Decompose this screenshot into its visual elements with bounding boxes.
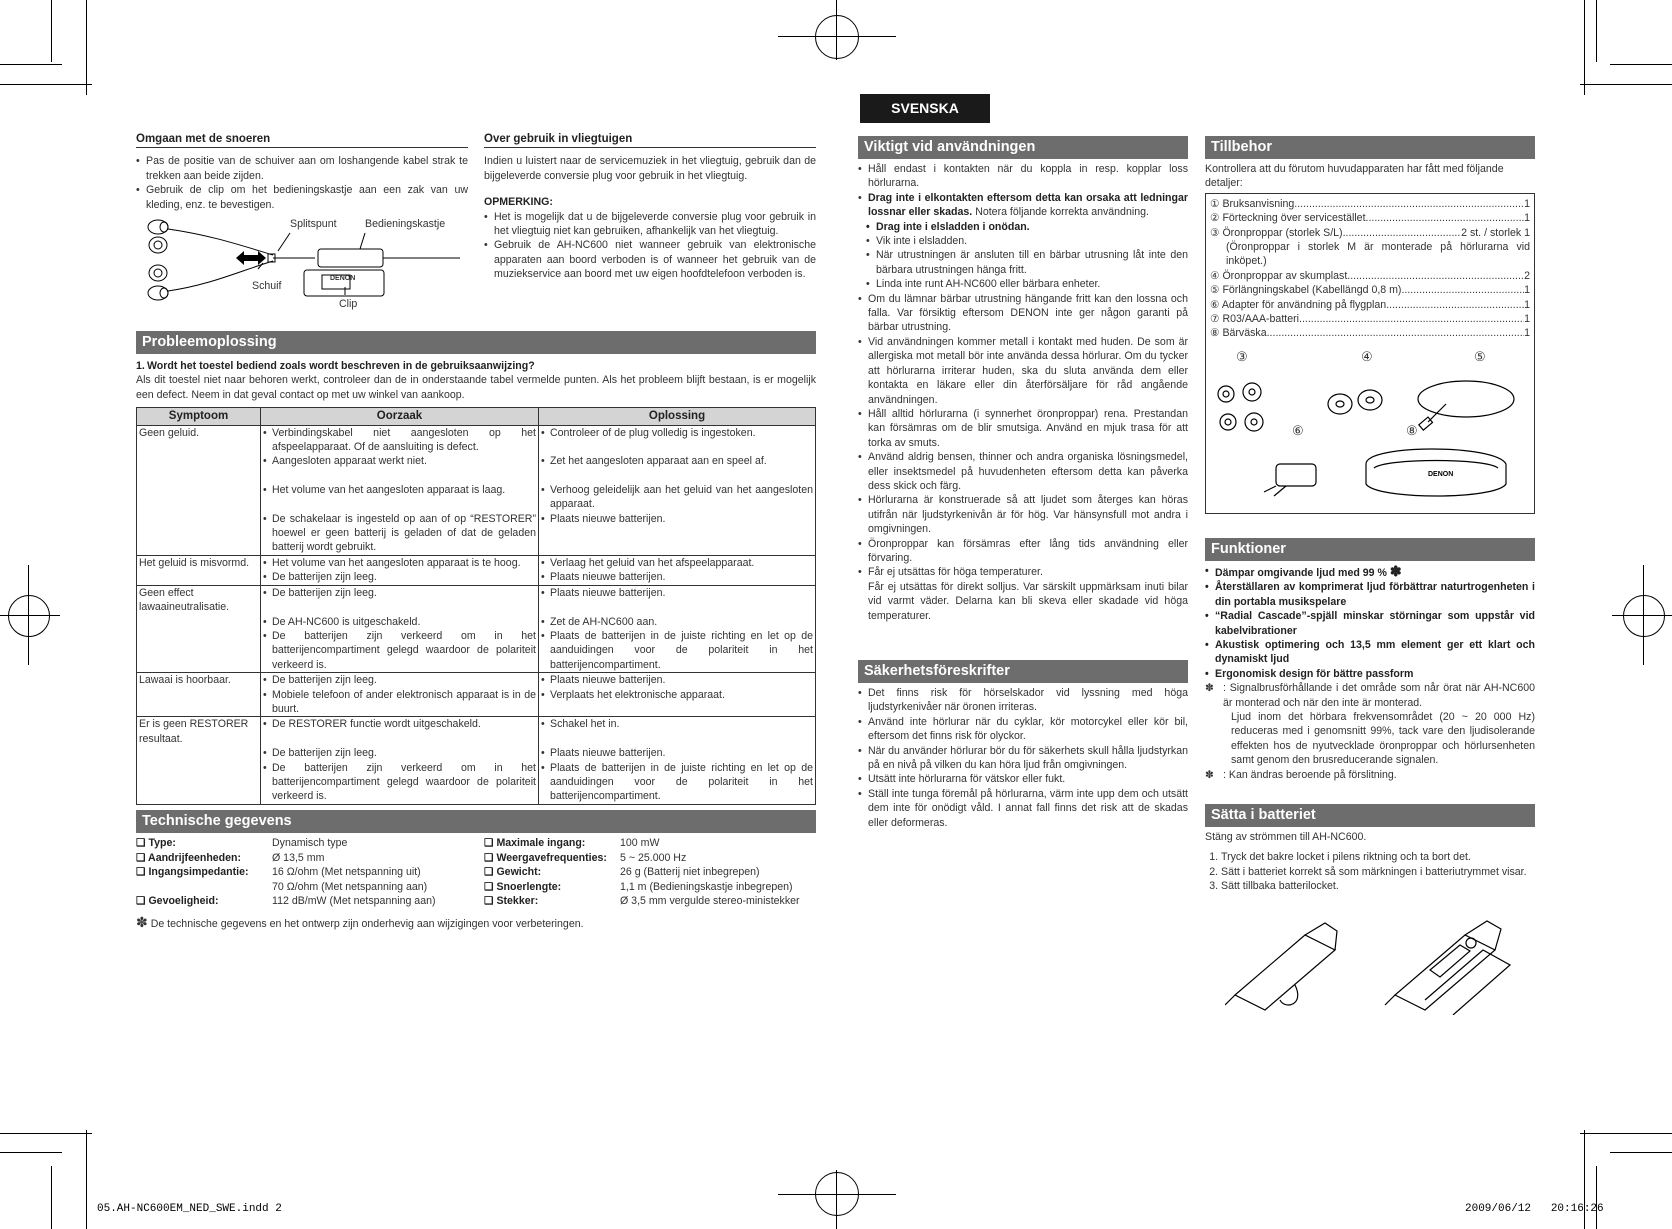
spec-key: ❏ Type: (136, 837, 176, 849)
spec-key: ❏ Snoerlengte: (484, 880, 562, 893)
cell-symptom (137, 512, 261, 556)
table-row (137, 746, 816, 760)
th-symptom: Symptoom (137, 408, 261, 425)
flight-text: Indien u luistert naar de servicemuziek in het vliegtuig, gebruik dan de bijgeleverde conversie plug voor gebruik in het vliegtuig. (484, 155, 816, 182)
cell-solution: • Plaats nieuwe batterijen. (541, 586, 813, 600)
table-row (137, 512, 816, 556)
acc-item: ③ Öronproppar (storlek S/L) (1210, 226, 1343, 239)
denon-logo-box: DENON (330, 275, 356, 282)
cell-solution: • Plaats de batterijen in de juiste richting en let op de aanduidingen voor de polariteit in het batterijencompartiment. (541, 761, 813, 804)
cell-solution: • Zet het aangesloten apparaat aan en speel af. (541, 454, 813, 468)
cell-cause: • Mobiele telefoon of ander elektronisch apparaat is in de buurt. (263, 688, 536, 717)
cell-symptom (137, 629, 261, 673)
asterisk-icon: ✽ (1205, 682, 1214, 695)
spec-key (136, 880, 272, 895)
spec-value: Dynamisch type (272, 837, 348, 849)
table-row (137, 688, 816, 717)
func-item (1205, 564, 1535, 580)
spec-value: 1,1 m (Bedieningskastje inbegrepen) (620, 880, 793, 893)
cell-solution: • Plaats nieuwe batterijen. (541, 570, 813, 584)
cell-solution: • Plaats de batterijen in de juiste richting en let op de aanduidingen voor de polariteit in het batterijencompartiment. (541, 629, 813, 672)
acc-qty: 1 (1524, 212, 1530, 225)
acc-qty: 1 (1524, 327, 1530, 340)
section-specs (136, 810, 816, 931)
func-note-b: Ljud inom det hörbara frekvensområdet (20 ~ 20 000 Hz) reduceras med i genomsnitt 99%, tack vare den ljudisolerande effekten hos de nyutvecklade öronproppar och hörlursenheten samt genom den brusreducerande signalen. (1231, 711, 1535, 767)
safety-item: • Det finns risk för hörselskador vid lyssning med höga ljudstyrkenivåer när öronen irriteras. (858, 686, 1188, 715)
func-note: : Kan ändras beroende på förslitning. (1223, 768, 1397, 781)
acc-item: ⑤ Förlängningskabel (Kabellängd 0,8 m) (1210, 284, 1402, 297)
safety-item: • Ställ inte tunga föremål på hörlurarna, värm inte upp dem och utsätt dem inte för onödigt våld. I annat fall finns det risk att de skadas eller deformeras. (858, 787, 1188, 830)
func-title: Funktioner (1205, 538, 1535, 561)
important-item: • Öronproppar kan försämras efter lång tids användning eller förvaring. (858, 537, 1188, 566)
cell-symptom (137, 761, 261, 805)
table-row (137, 717, 816, 746)
flight-title: Over gebruik in vliegtuigen (484, 132, 816, 148)
cell-symptom: Lawaai is hoorbaar. (137, 673, 261, 688)
table-row (137, 454, 816, 482)
battery-illustration (1225, 915, 1525, 1015)
acc-item: ⑦ R03/AAA-batteri (1210, 313, 1299, 326)
acc-qty: 2 st. / storlek 1 (1461, 226, 1530, 239)
cell-cause: • De RESTORER functie wordt uitgeschakeld. (263, 717, 536, 731)
battery-step: 2. Sätt i batteriet korrekt så som märkningen i batteriutrymmet visar. (1221, 865, 1535, 879)
asterisk-icon: ✽ (136, 913, 148, 930)
acc-item: ② Förteckning över servicestället (1210, 212, 1366, 225)
safety-item: • Använd inte hörlurar när du cyklar, kör motorcykel eller kör bil, eftersom det finns risk för olyckor. (858, 715, 1188, 744)
trouble-table (136, 407, 816, 805)
important-item (858, 191, 1188, 220)
th-solution: Oplossing (539, 408, 816, 425)
asterisk-icon: ✽ (1389, 563, 1402, 579)
acc-label-8: ⑧ (1406, 422, 1418, 438)
important-subitem: • När utrustningen är ansluten till en bärbar utrusning låt inte den bärbara utrustningen hänga fritt. (858, 248, 1188, 277)
accessories-illustration (1206, 364, 1526, 504)
safety-title: Säkerhetsföreskrifter (858, 660, 1188, 683)
func-item: • Ergonomisk design för bättre passform (1205, 667, 1535, 681)
cell-cause: • De batterijen zijn leeg. (263, 746, 536, 760)
func-note: : Signalbrusförhållande i det område som når örat när AH-NC600 är monterad och när den inte är monterad. (1223, 682, 1535, 709)
cell-cause: • De batterijen zijn leeg. (263, 570, 536, 584)
important-last: Får ej utsättas för höga temperaturer. (868, 566, 1043, 579)
cell-symptom (137, 746, 261, 760)
acc-qty: 1 (1524, 298, 1530, 311)
flight-note-title: OPMERKING: (484, 196, 553, 209)
cell-solution: • Plaats nieuwe batterijen. (541, 673, 813, 687)
acc-label-5: ⑤ (1474, 348, 1486, 364)
cell-symptom (137, 688, 261, 717)
func-item: • “Radial Cascade”-spjäll minskar störningar som uppstår vid kabelvibrationer (1205, 609, 1535, 638)
spec-value: 100 mW (620, 837, 660, 849)
cell-symptom (137, 454, 261, 482)
spec-value: Ø 3,5 mm vergulde stereo-ministekker (620, 895, 800, 908)
label-clip: Clip (339, 298, 358, 310)
table-row (137, 615, 816, 629)
table-row (137, 425, 816, 454)
cords-item: • Gebruik de clip om het bedieningskastje aan een zak van uw kleding, enz. te bevestigen. (136, 183, 468, 212)
footer-file: 05.AH-NC600EM_NED_SWE.indd 2 (97, 1203, 282, 1215)
acc-label-3: ③ (1236, 348, 1248, 364)
func-item: • Akustisk optimering och 13,5 mm element ger ett klart och dynamiskt ljud (1205, 638, 1535, 667)
cell-solution: • Plaats nieuwe batterijen. (541, 746, 813, 760)
acc-qty: 2 (1524, 269, 1530, 282)
acc-box (1205, 193, 1535, 514)
trouble-title: Probleemoplossing (136, 331, 816, 354)
label-splitspunt: Splitspunt (290, 218, 337, 230)
acc-item: ⑥ Adapter för användning på flygplan (1210, 298, 1387, 311)
acc-item: ⑧ Bärväska (1210, 327, 1267, 340)
important-title: Viktigt vid användningen (858, 136, 1188, 159)
acc-title: Tillbehor (1205, 136, 1535, 159)
cord-illustration (140, 215, 470, 315)
important-subitem: • Linda inte runt AH-NC600 eller bärbara enheter. (858, 277, 1188, 291)
spec-value: 26 g (Batterij niet inbegrepen) (620, 866, 760, 879)
th-cause: Oorzaak (261, 408, 539, 425)
important-bold: Drag inte i elkontakten eftersom detta kan orsaka att ledningar lossnar eller skadas. (868, 191, 1188, 219)
important-subitem: • Vik inte i elsladden. (858, 234, 1188, 248)
acc-intro: Kontrollera att du förutom huvudapparaten har fått med följande detaljer: (1205, 163, 1504, 190)
language-tab-svenska: SVENSKA (860, 94, 990, 123)
cell-symptom (137, 570, 261, 585)
cell-symptom: Het geluid is misvormd. (137, 555, 261, 570)
table-row (137, 761, 816, 805)
flight-note: • Gebruik de AH-NC600 niet wanneer gebruik van elektronische apparaten aan boord verboden is of wanneer het gebruik van de muziekservice aan boord met uw eigen hoofdtelefoon verboden is. (484, 238, 816, 281)
specs-note: De technische gegevens en het ontwerp zijn onderhevig aan wijzigingen voor verbeteringen. (150, 917, 584, 930)
spec-key: ❏ Gewicht: (484, 866, 542, 879)
func-item-text: Dämpar omgivande ljud med 99 % (1215, 567, 1387, 579)
cell-solution: • Schakel het in. (541, 717, 813, 731)
label-bedieningskastje: Bedieningskastje (365, 218, 446, 230)
table-row (137, 673, 816, 688)
trouble-intro: Als dit toestel niet naar behoren werkt, controleer dan de in onderstaande tabel vermelde punten. Als het probleem blijft bestaan, is er mogelijk een defect. Neem in dat geval contact op met uw winkel van aankoop. (136, 374, 816, 401)
acc-item: ④ Öronproppar av skumplast (1210, 269, 1348, 282)
cell-symptom: Geen effect lawaaineutralisatie. (137, 585, 261, 614)
spec-key: ❏ Weergavefrequenties: (484, 851, 607, 864)
spec-value: 70 Ω/ohm (Met netspanning aan) (272, 880, 428, 893)
acc-note: (Öronproppar i storlek M är monterade på hörlurarna vid inköpet.) (1226, 241, 1530, 268)
table-row (137, 570, 816, 585)
acc-qty: 1 (1524, 313, 1530, 326)
cell-solution: • Verlaag het geluid van het afspeelapparaat. (541, 556, 813, 570)
cell-cause: • De batterijen zijn verkeerd om in het batterijencompartiment gelegd waardoor de polariteit verkeerd is. (263, 761, 536, 804)
important-item (858, 565, 1188, 623)
acc-item: ① Bruksanvisning (1210, 197, 1295, 210)
section-flight (484, 132, 816, 282)
battery-step: 3. Sätt tillbaka batterilocket. (1221, 879, 1535, 893)
safety-item: • Utsätt inte hörlurarna för vätskor eller fukt. (858, 772, 1188, 786)
acc-qty: 1 (1524, 284, 1530, 297)
acc-qty: 1 (1524, 197, 1530, 210)
cell-cause: • De batterijen zijn verkeerd om in het batterijencompartiment gelegd waardoor de polariteit verkeerd is. (263, 629, 536, 672)
denon-logo-case: DENON (1428, 470, 1454, 478)
spec-key: ❏ Maximale ingang: (484, 837, 586, 849)
cell-cause: • De batterijen zijn leeg. (263, 673, 536, 687)
acc-label-4: ④ (1361, 348, 1373, 364)
cell-solution: • Controleer of de plug volledig is ingestoken. (541, 426, 813, 440)
cell-cause: • Aangesloten apparaat werkt niet. (263, 454, 536, 482)
important-item: • Hörlurarna är konstruerade så att ljudet som återges kan höras utifrån när ljudstyrkenivån är för hög. Var hänsynsfull mot andra i omgivningen. (858, 493, 1188, 536)
section-accessories (1205, 136, 1535, 514)
asterisk-icon: ✽ (1205, 768, 1214, 781)
spec-value: 5 ~ 25.000 Hz (620, 851, 687, 864)
cell-symptom: Er is geen RESTORER resultaat. (137, 717, 261, 746)
cell-symptom (137, 483, 261, 512)
section-safety (858, 660, 1188, 830)
cell-solution: • Zet de AH-NC600 aan. (541, 615, 813, 629)
section-troubleshooting (136, 331, 816, 805)
flight-note: • Het is mogelijk dat u de bijgeleverde conversie plug voor gebruik in het vliegtuig niet kan gebruiken, afhankelijk van het vliegtuig. (484, 210, 816, 239)
cords-title: Omgaan met de snoeren (136, 132, 468, 148)
cell-cause: • Het volume van het aangesloten apparaat is te hoog. (263, 556, 536, 570)
label-schuif: Schuif (252, 280, 282, 292)
cell-cause: • De batterijen zijn leeg. (263, 586, 536, 600)
safety-item: • När du använder hörlurar bör du för säkerhets skull hålla ljudstyrkan på en nivå på vilken du kan höra ljud från omgivningen. (858, 744, 1188, 773)
spec-key: ❏ Gevoeligheid: (136, 895, 219, 908)
important-last-sub: Får ej utsättas för direkt solljus. Var särskilt uppmärksam inuti bilar vid varmt väder. Delarna kan bli skeva eller skadade vid höga temperaturer. (868, 580, 1188, 622)
battery-intro: Stäng av strömmen till AH-NC600. (1205, 831, 1367, 843)
section-cords (136, 132, 468, 212)
spec-key: ❏ Stekker: (484, 895, 539, 908)
important-rest: Notera följande korrekta användning. (972, 206, 1149, 219)
table-row (137, 585, 816, 614)
cell-cause: • Het volume van het aangesloten apparaat is laag. (263, 483, 536, 497)
important-item: • Håll endast i kontakten när du koppla in resp. kopplar loss hörlurarna. (858, 162, 1188, 191)
section-battery (1205, 804, 1535, 894)
acc-label-6: ⑥ (1292, 422, 1304, 438)
battery-step: 1. Tryck det bakre locket i pilens riktning och ta bort det. (1221, 850, 1535, 864)
cell-solution: • Verhoog geleidelijk aan het geluid van het aangesloten apparaat. (541, 483, 813, 512)
important-item: • Håll alltid hörlurarna (i synnerhet öronproppar) rena. Prestandan kan försämras om de blir smutsiga. Använd en mjuk trasa för att torka av smuts. (858, 407, 1188, 450)
important-subitem: • Drag inte i elsladden i onödan. (858, 220, 1188, 234)
cell-cause: • De AH-NC600 is uitgeschakeld. (263, 615, 536, 629)
cords-item: • Pas de positie van de schuiver aan om loshangende kabel strak te trekken aan beide zijden. (136, 154, 468, 183)
spec-value: 16 Ω/ohm (Met netspanning uit) (272, 866, 421, 879)
func-item: • Återställaren av komprimerat ljud förbättrar naturtrogenheten i din portabla musikspelare (1205, 580, 1535, 609)
cell-cause: • De schakelaar is ingesteld op aan of op “RESTORER” hoewel er geen batterij is geladen of dat de geladen batterij wordt gebruikt. (263, 512, 536, 555)
cell-symptom: Geen geluid. (137, 425, 261, 454)
important-item: • Använd aldrig bensen, thinner och andra organiska lösningsmedel, eller insektsmedel på huvudenheten eftersom detta kan påverka dess skick och färg. (858, 450, 1188, 493)
table-row (137, 629, 816, 673)
footer-date: 2009/06/12 20:16:26 (1465, 1203, 1604, 1215)
table-row (137, 483, 816, 512)
cell-solution: • Verplaats het elektronische apparaat. (541, 688, 813, 702)
important-item: • Om du lämnar bärbar utrustning hängande fritt kan den lossna och falla. Var försiktig eftersom DENON inte ger någon garanti på bärbar utrustning. (858, 292, 1188, 335)
cell-solution: • Plaats nieuwe batterijen. (541, 512, 813, 526)
trouble-question: 1. Wordt het toestel bediend zoals wordt beschreven in de gebruiksaanwijzing? (136, 360, 535, 372)
cell-symptom (137, 615, 261, 629)
important-item: • Vid användningen kommer metall i kontakt med huden. De som är allergiska mot metall bör inte använda dessa hörlurar. Om du tycker att hörlurarna irriterar huden, ska du sluta använda dem eller kontakta en läkare eller din återförsäljare för råd angående användningen. (858, 335, 1188, 407)
spec-key: ❏ Ingangsimpedantie: (136, 866, 249, 879)
battery-title: Sätta i batteriet (1205, 804, 1535, 827)
spec-value: 112 dB/mW (Met netspanning aan) (272, 895, 436, 908)
spec-value: Ø 13,5 mm (272, 851, 325, 864)
section-important (858, 136, 1188, 623)
specs-title: Technische gegevens (136, 810, 816, 833)
cell-cause: • Verbindingskabel niet aangesloten op het afspeelapparaat. Of de aansluiting is defect. (263, 426, 536, 455)
table-row (137, 555, 816, 570)
section-functions (1205, 538, 1535, 782)
spec-key: ❏ Aandrijfeenheden: (136, 851, 242, 864)
